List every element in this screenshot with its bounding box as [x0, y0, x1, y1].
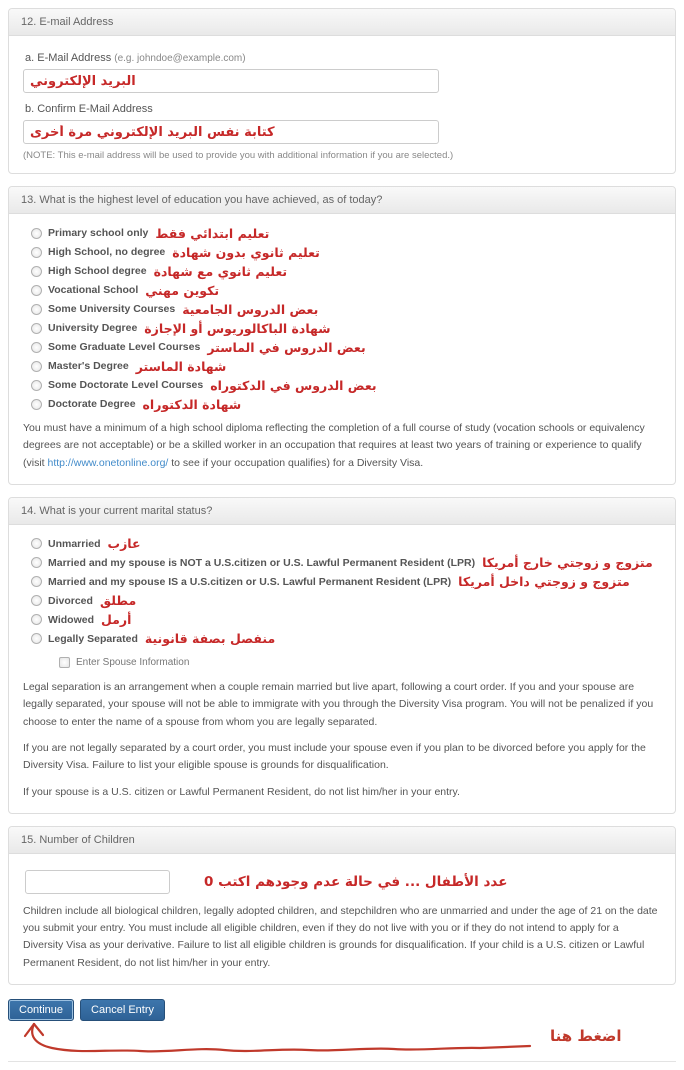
- education-option-doctorate-degree[interactable]: Doctorate Degree شهادة الدكتوراه: [31, 397, 661, 411]
- hand-drawn-arrow-icon: [18, 1021, 543, 1057]
- annotation-arabic: تعليم ثانوي مع شهادة: [153, 263, 288, 279]
- marital-option-married-spouse-not-us[interactable]: Married and my spouse is NOT a U.S.citizen or U.S. Lawful Permanent Resident (LPR) متزوج و زوجتي خارج أمريكا: [31, 556, 661, 570]
- education-option-some-university-courses[interactable]: Some University Courses بعض الدروس الجامعية: [31, 302, 661, 316]
- annotation-arabic: عدد الأطفال ... في حالة عدم وجودهم اكتب 0: [204, 873, 508, 890]
- radio-icon[interactable]: [31, 614, 42, 625]
- confirm-email-label-text: b. Confirm E-Mail Address: [25, 103, 153, 115]
- annotation-arabic: مطلق: [99, 593, 137, 609]
- section-email: [8, 8, 676, 174]
- education-option-high-school-degree[interactable]: High School degree تعليم ثانوي مع شهادة: [31, 264, 661, 278]
- radio-icon[interactable]: [31, 247, 42, 258]
- click-here-label: اضغط هنا: [550, 1027, 622, 1046]
- education-option-primary-school-only[interactable]: Primary school only تعليم ابتدائي فقط: [31, 226, 661, 240]
- radio-icon[interactable]: [31, 633, 42, 644]
- radio-icon[interactable]: [31, 304, 42, 315]
- confirm-email-label: [25, 103, 661, 115]
- section-education-heading: 13. What is the highest level of education you have achieved, as of today?: [9, 187, 675, 214]
- annotation-arabic: أرمل: [100, 612, 132, 628]
- radio-icon[interactable]: [31, 576, 42, 587]
- children-eligibility-paragraph: Children include all biological children, legally adopted children, and stepchildren who are unmarried and under the age of 21 on the date you submit your entry. You must include all eligible children, even if they do not live with you or if they do not intend to apply for a Diversity Visa as your derivative. Failure to list all eligible children is grounds for disqualification. If your child is a U.S. citizen or Lawful Permanent Resident, do not list him/her in your entry.: [23, 904, 658, 969]
- education-option-some-doctorate-courses[interactable]: Some Doctorate Level Courses بعض الدروس في الدكتوراه: [31, 378, 661, 392]
- education-option-some-graduate-courses[interactable]: Some Graduate Level Courses بعض الدروس في الماستر: [31, 340, 661, 354]
- email-note: (NOTE: This e-mail address will be used to provide you with additional information if you are selected.): [23, 150, 454, 161]
- education-option-vocational-school[interactable]: Vocational School تكوين مهني: [31, 283, 661, 297]
- annotation-arabic: منفصل بصفة قانونية: [144, 631, 276, 647]
- checkbox-icon[interactable]: [59, 657, 70, 668]
- education-option-university-degree[interactable]: University Degree شهادة الباكالوريوس أو الإجازة: [31, 321, 661, 335]
- radio-icon[interactable]: [31, 557, 42, 568]
- radio-icon[interactable]: [31, 399, 42, 410]
- button-row: [8, 999, 676, 1021]
- radio-icon[interactable]: [31, 595, 42, 606]
- marital-option-widowed[interactable]: Widowed أرمل: [31, 613, 661, 627]
- children-count-row: [25, 870, 661, 894]
- section-children-heading: 15. Number of Children: [9, 827, 675, 854]
- email-label: [25, 52, 661, 64]
- education-option-high-school-no-degree[interactable]: High School, no degree تعليم ثانوي بدون شهادة: [31, 245, 661, 259]
- section-marital-status: [8, 497, 676, 814]
- bottom-divider: [8, 1061, 676, 1062]
- email-input[interactable]: [23, 69, 439, 93]
- cancel-entry-button[interactable]: Cancel Entry: [80, 999, 165, 1021]
- section-education: [8, 186, 676, 485]
- radio-icon[interactable]: [31, 228, 42, 239]
- confirm-email-input[interactable]: [23, 120, 439, 144]
- section-marital-status-heading: 14. What is your current marital status?: [9, 498, 675, 525]
- email-example-hint: (e.g. johndoe@example.com): [114, 53, 246, 64]
- radio-icon[interactable]: [31, 342, 42, 353]
- children-count-input[interactable]: [25, 870, 170, 894]
- section-children-body: [9, 854, 675, 984]
- annotation-arabic: تعليم ثانوي بدون شهادة: [172, 244, 320, 260]
- marital-option-married-spouse-is-us[interactable]: Married and my spouse IS a U.S.citizen or U.S. Lawful Permanent Resident (LPR) متزوج و زوجتي داخل أمريكا: [31, 575, 661, 589]
- section-email-heading: 12. E-mail Address: [9, 9, 675, 36]
- radio-icon[interactable]: [31, 266, 42, 277]
- section-marital-status-body: [9, 525, 675, 813]
- spouse-us-citizen-paragraph: If your spouse is a U.S. citizen or Lawful Permanent Resident, do not list him/her in your entry.: [23, 785, 460, 798]
- annotation-arabic: عازب: [107, 536, 141, 552]
- marital-option-legally-separated[interactable]: Legally Separated منفصل بصفة قانونية: [31, 632, 661, 646]
- annotation-arabic: بعض الدروس في الماستر: [207, 339, 366, 355]
- radio-icon[interactable]: [31, 323, 42, 334]
- section-education-body: [9, 214, 675, 484]
- section-children: [8, 826, 676, 985]
- annotation-arabic: شهادة الدكتوراه: [142, 396, 242, 412]
- annotation-arabic: شهادة الماستر: [135, 358, 227, 374]
- radio-icon[interactable]: [31, 361, 42, 372]
- continue-button[interactable]: Continue: [8, 999, 74, 1021]
- radio-icon[interactable]: [31, 538, 42, 549]
- annotation-arabic: تعليم ابتدائي فقط: [155, 225, 270, 241]
- annotation-arabic: متزوج و زوجتي داخل أمريكا: [458, 574, 630, 590]
- enter-spouse-information-checkbox[interactable]: Enter Spouse Information: [59, 656, 661, 670]
- annotation-arabic: بعض الدروس الجامعية: [182, 301, 319, 317]
- not-legally-separated-paragraph: If you are not legally separated by a court order, you must include your spouse even if you plan to be divorced before you apply for the Diversity Visa. Failure to list your eligible spouse is grounds for disqualification.: [23, 741, 646, 772]
- legal-separation-paragraph: Legal separation is an arrangement when a couple remain married but live apart, following a court order. If you and your spouse are legally separated, your spouse will not be able to immigrate with you through the Diversity Visa program. You will not be penalized if you choose to enter the name of a spouse from whom you are legally separated.: [23, 680, 654, 728]
- click-here-annotation-zone: [8, 1021, 676, 1057]
- annotation-arabic: تكوين مهني: [145, 282, 220, 298]
- annotation-arabic: بعض الدروس في الدكتوراه: [210, 377, 377, 393]
- marital-option-unmarried[interactable]: Unmarried عازب: [31, 537, 661, 551]
- onetonline-link[interactable]: http://www.onetonline.org/: [47, 456, 169, 469]
- marital-option-divorced[interactable]: Divorced مطلق: [31, 594, 661, 608]
- education-requirement-note: You must have a minimum of a high school diploma reflecting the completion of a full course of study (vocation schools or equivalency degrees are not acceptable) or be a skilled worker in an occupation that requires at least two years of training or experience to qualify (visit http://www.onetonline.org/ to see if your occupation qualifies) for a Diversity Visa.: [23, 422, 645, 469]
- radio-icon[interactable]: [31, 380, 42, 391]
- email-label-text: a. E-Mail Address: [25, 52, 112, 64]
- section-email-body: [9, 36, 675, 173]
- radio-icon[interactable]: [31, 285, 42, 296]
- annotation-arabic: متزوج و زوجتي خارج أمريكا: [482, 555, 653, 571]
- annotation-arabic: شهادة الباكالوريوس أو الإجازة: [144, 320, 331, 336]
- education-option-masters-degree[interactable]: Master's Degree شهادة الماستر: [31, 359, 661, 373]
- form-footer: [8, 997, 676, 1062]
